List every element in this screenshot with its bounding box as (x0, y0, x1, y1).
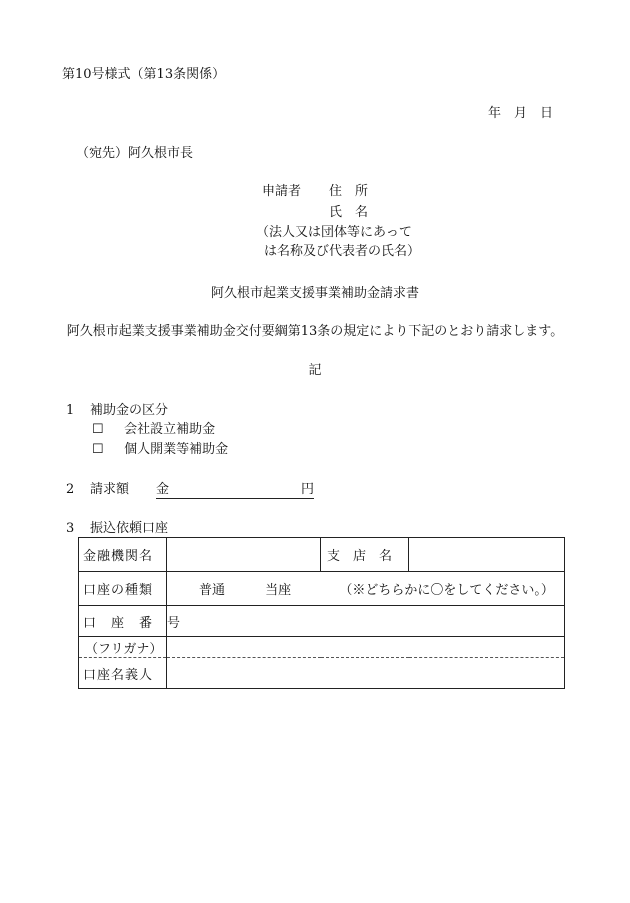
body-text: 阿久根市起業支援事業補助金交付要綱第13条の規定により下記のとおり請求します。 (66, 324, 564, 339)
applicant-note-2: は名称及び代表者の氏名） (264, 244, 421, 259)
addressee: （宛先）阿久根市長 (76, 146, 194, 161)
account-holder-label: 口座名義人 (79, 658, 167, 689)
account-type-note: （※どちらかに〇をしてください。） (339, 583, 554, 598)
account-number-field[interactable] (167, 606, 565, 637)
amount-field[interactable] (156, 482, 314, 499)
checkbox-icon[interactable]: ☐ (92, 422, 104, 437)
furigana-label: （フリガナ） (79, 637, 167, 658)
bank-name-label: 金融機関名 (79, 538, 167, 572)
name-label: 氏 名 (329, 205, 369, 220)
section2-heading: 請求額 (90, 482, 130, 497)
date-line: 年 月 日 (488, 106, 554, 121)
account-type-label: 口座の種類 (79, 572, 167, 606)
account-type-field[interactable] (167, 572, 565, 606)
address-label: 住 所 (329, 184, 369, 199)
amount-suffix: 円 (300, 482, 314, 497)
section3-number: 3 (66, 521, 75, 536)
amount-prefix: 金 (156, 482, 170, 497)
bank-account-table (78, 537, 565, 689)
ki-heading: 記 (308, 363, 322, 378)
section1-number: 1 (66, 403, 75, 418)
bank-name-field[interactable] (167, 538, 321, 572)
account-number-label: 口 座 番 号 (79, 606, 167, 637)
section3-heading: 振込依頼口座 (90, 521, 169, 536)
branch-field[interactable] (409, 538, 565, 572)
option-company-setup (92, 422, 215, 438)
account-holder-field[interactable] (167, 658, 565, 689)
section1-heading: 補助金の区分 (90, 403, 169, 418)
table-row (79, 658, 565, 689)
table-row (79, 606, 565, 637)
table-row (79, 538, 565, 572)
applicant-label: 申請者 (262, 184, 302, 199)
document-title: 阿久根市起業支援事業補助金請求書 (210, 286, 419, 301)
current-option[interactable]: 当座 (265, 583, 292, 598)
table-row (79, 637, 565, 658)
furigana-field[interactable] (167, 637, 565, 658)
ordinary-option[interactable]: 普通 (199, 583, 226, 598)
applicant-note-1: （法人又は団体等にあって (256, 225, 412, 240)
option-individual-business (92, 442, 228, 458)
branch-label: 支 店 名 (321, 538, 409, 572)
section2-number: 2 (66, 482, 75, 497)
form-number: 第10号様式（第13条関係） (62, 67, 226, 82)
option-label: 個人開業等補助金 (124, 442, 229, 457)
checkbox-icon[interactable]: ☐ (92, 442, 104, 457)
table-row (79, 572, 565, 606)
option-label: 会社設立補助金 (124, 422, 216, 437)
